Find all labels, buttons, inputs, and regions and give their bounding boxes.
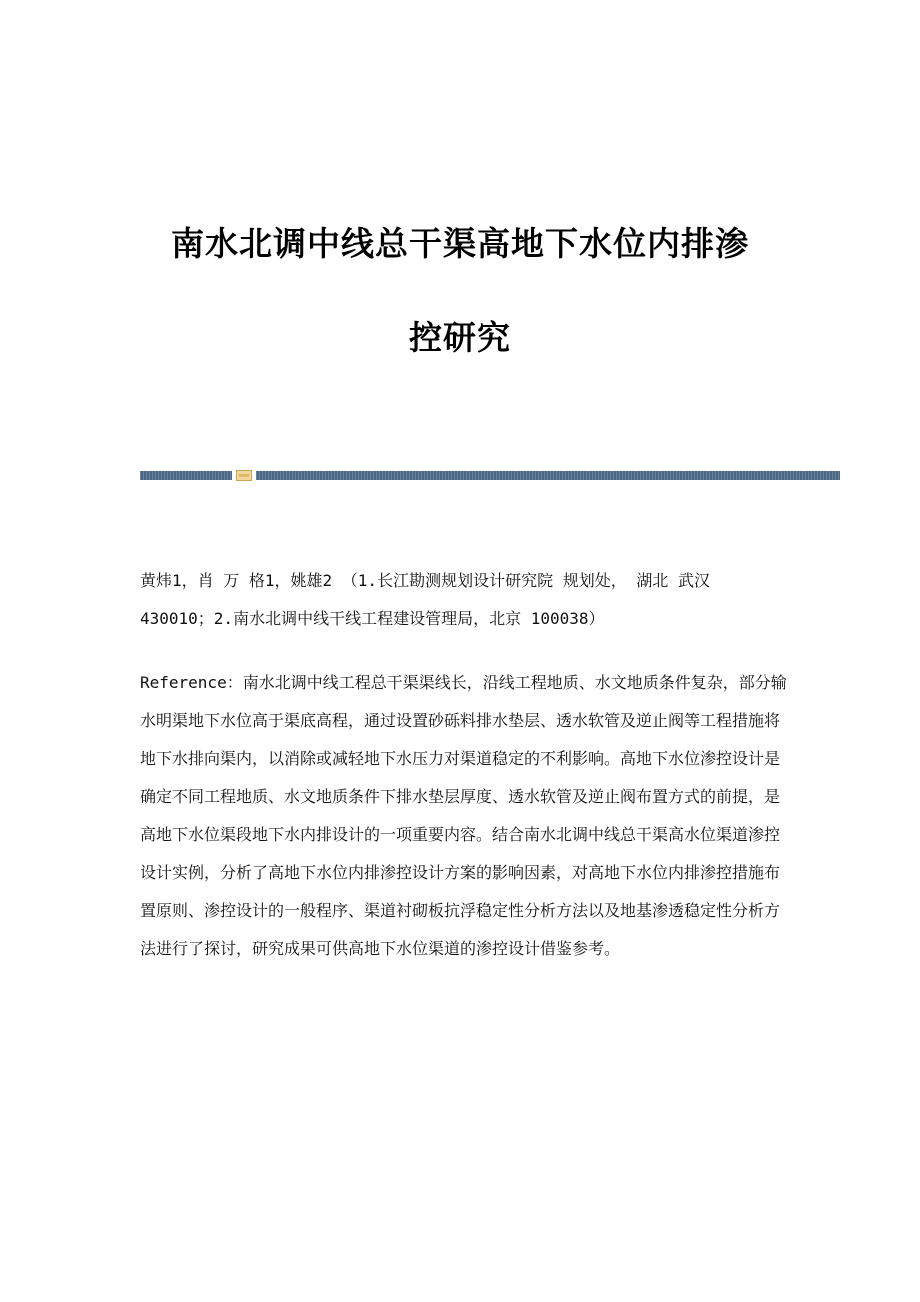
divider-right-bar [256, 471, 840, 480]
abstract-paragraph: Reference：南水北调中线工程总干渠渠线长，沿线工程地质、水文地质条件复杂，部分输水明渠地下水位高于渠底高程，通过设置砂砾料排水垫层、透水软管及逆止阀等工程措施将地下水排向渠内，以消除或减轻地下水压力对渠道稳定的不利影响。高地下水位渗控设计是确定不同工程地质、水文地质条件下排水垫层厚度、透水软管及逆止阀布置方式的前提，是高地下水位渠段地下水内排设计的一项重要内容。结合南水北调中线总干渠高水位渠道渗控设计实例，分析了高地下水位内排渗控设计方案的影响因素，对高地下水位内排渗控措施布置原则、渗控设计的一般程序、渠道衬砌板抗浮稳定性分析方法以及地基渗透稳定性分析方法进行了探讨，研究成果可供高地下水位渠道的渗控设计借鉴参考。 [140, 673, 787, 958]
title-line-2: 控研究 [409, 318, 511, 357]
divider-emblem-icon [236, 470, 252, 481]
divider-left-bar [140, 471, 232, 480]
authors-affiliation: 黄炜1，肖 万 格1，姚雄2 （1.长江勘测规划设计研究院 规划处， 湖北 武汉 430010；2.南水北调中线干线工程建设管理局，北京 100038） [140, 571, 710, 628]
title-line-1: 南水北调中线总干渠高地下水位内排渗 [171, 224, 749, 263]
title-divider [140, 471, 840, 480]
